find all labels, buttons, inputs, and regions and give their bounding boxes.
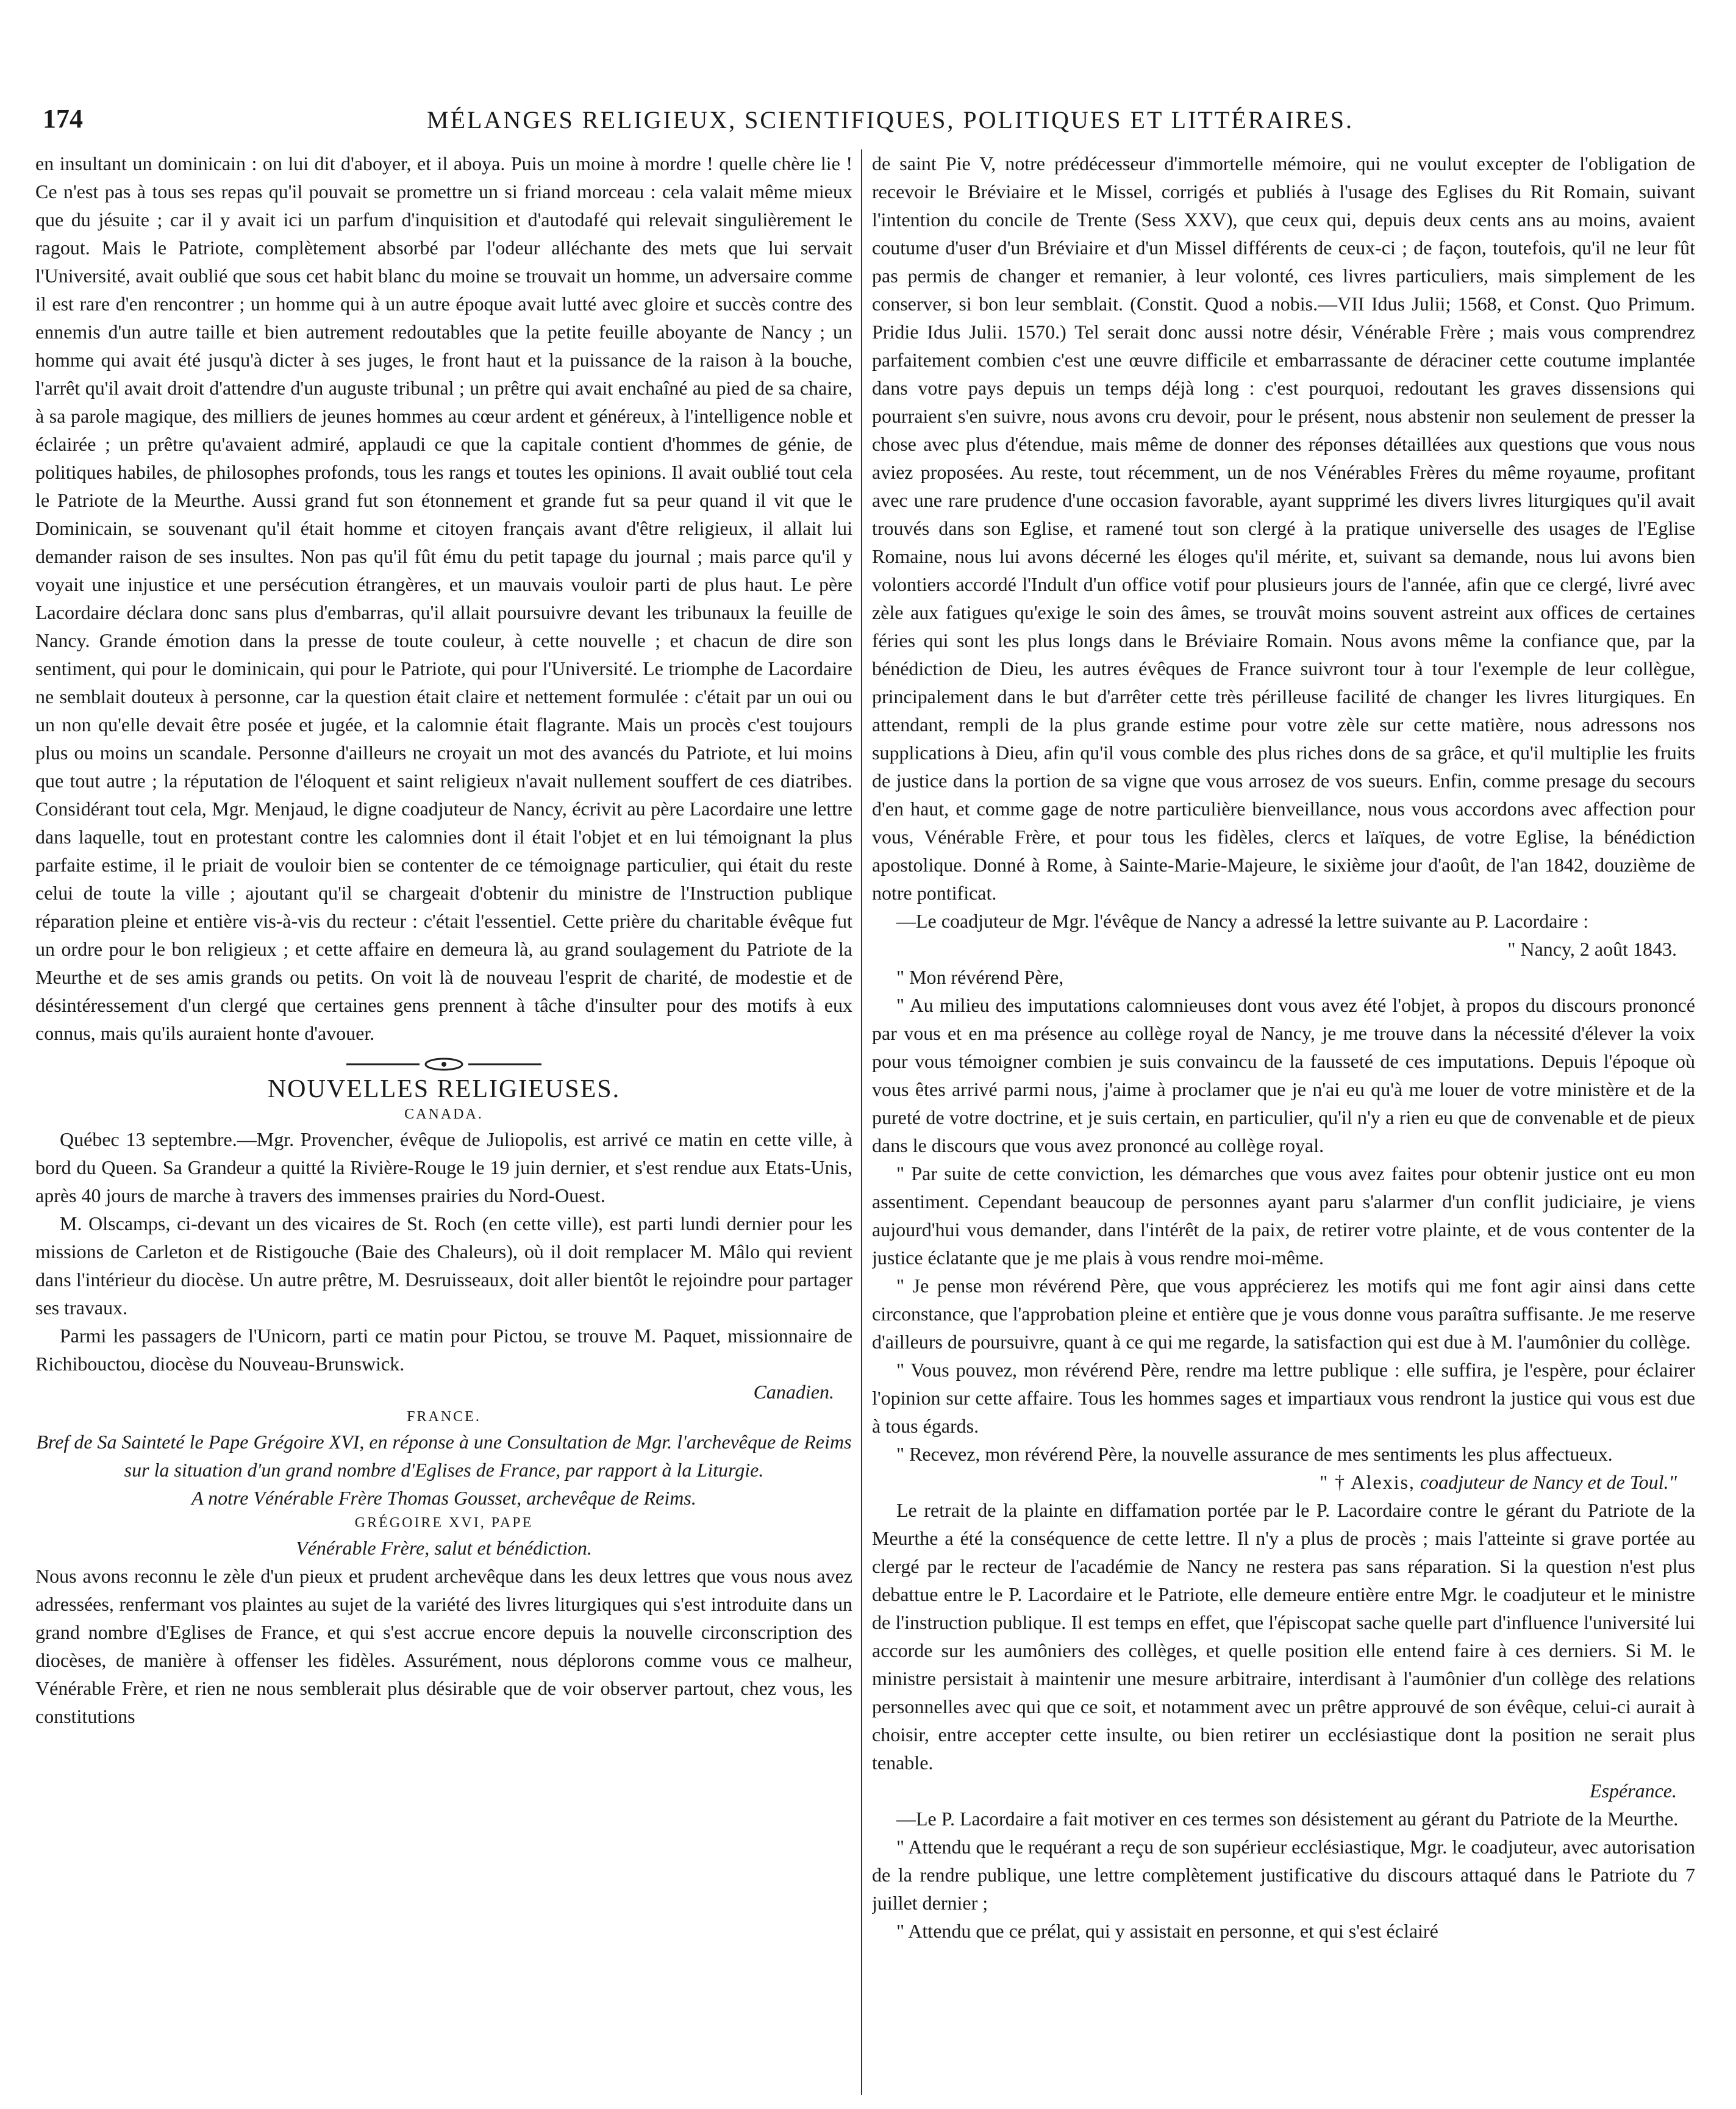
letter-paragraph: " Au milieu des imputations calomnieuses dont vous avez été l'objet, à propos du discours prononcé par vous et en ma présence au collège royal de Nancy, je me trouve dans la nécessité d'élever la voix pour vous témoigner combien je suis convaincu de la fausseté de ces imputations. Depuis l'époque où vous êtes arrivé parmi nous, j'aime à proclamer que je n'ai eu qu'à me louer de votre ministère et de la pureté de votre doctrine, et je suis certain, en particulier, qu'il n'y a rien eu que de convenable et de pieux dans le discours que vous avez prononcé au collège royal.	[872, 994, 1695, 1156]
ornament-divider	[35, 1057, 852, 1072]
bref-title: Bref de Sa Sainteté le Pape Grégoire XVI, en réponse à une Consultation de Mgr. l'archevêque de Reims sur la situation d'un grand nombre d'Eglises de France, par rapport à la Liturgie.	[36, 1431, 852, 1481]
column-divider	[861, 149, 862, 2095]
signature-title: coadjuteur de Nancy et de Toul."	[1420, 1471, 1677, 1493]
right-column	[872, 149, 1695, 2095]
attendu-paragraph: " Attendu que le requérant a reçu de son supérieur ecclésiastique, Mgr. le coadjuteur, avec autorisation de la rendre publique, une lettre complètement justificative du discours attaqué dans le Patriote du 7 juillet dernier ;	[872, 1836, 1695, 1914]
letter-paragraph: " Recevez, mon révérend Père, la nouvelle assurance de mes sentiments les plus affectueux.	[896, 1443, 1613, 1465]
coadjuteur-intro: —Le coadjuteur de Mgr. l'évêque de Nancy a adressé la lettre suivante au P. Lacordaire :	[896, 910, 1589, 932]
france-heading: FRANCE.	[407, 1409, 481, 1425]
bref-continuation: de saint Pie V, notre prédécesseur d'immortelle mémoire, qui ne voulut excepter de l'obligation de recevoir le Bréviaire et le Missel, corrigés et publiés à l'usage des Eglises du Rit Romain, suivant l'intention du concile de Trente (Sess XXV), que ceux qui, depuis deux cents ans au moins, avaient coutume d'user d'un Bréviaire et d'un Missel différents de ceux-ci ; de façon, toutefois, qu'il ne leur fût pas permis de changer et remanier, à leur volonté, ces livres particuliers, mais simplement de les conserver, si bon leur semblait. (Constit. Quod a nobis.—VII Idus Julii; 1568, et Const. Quo Primum. Pridie Idus Julii. 1570.) Tel serait donc aussi notre désir, Vénérable Frère ; mais vous comprendrez parfaitement combien c'est une œuvre difficile et embarrassante de déraciner cette coutume implantée dans votre pays depuis un temps déjà long : c'est pourquoi, redoutant les graves dissensions qui pourraient s'en suivre, nous avons cru devoir, pour le présent, nous abstenir non seulement de presser la chose avec plus d'étendue, mais même de donner des réponses détaillées aux questions que vous nous aviez proposées. Au reste, tout récemment, un de nos Vénérables Frères du même royaume, profitant avec une rare prudence d'une occasion favorable, ayant supprimé les divers livres liturgiques qu'il avait trouvés dans son Eglise, et ramené tout son clergé à la pratique universelle des usages de l'Eglise Romaine, nous lui avons décerné les éloges qu'il mérite, et, suivant sa demande, nous lui avons bien volontiers accordé l'Indult d'un office votif pour plusieurs jours de l'année, afin que ce clergé, livré avec zèle aux fatigues qu'exige le soin des âmes, se trouvât moins souvent astreint aux offices de certaines féries qui sont les plus longs dans le Bréviaire Romain. Nous avons même la confiance que, par la bénédiction de Dieu, les autres évêques de France suivront tour à tour l'exemple de leur collègue, principalement dans le but d'arrêter cette très périlleuse facilité de changer les livres liturgiques. En attendant, rempli de la plus grande estime pour votre zèle sur cette matière, nous adressons nos supplications à Dieu, afin qu'il vous comble des plus riches dons de sa grâce, et qu'il multiplie les fruits de justice dans la portion de sa vigne que vous arrosez de vos sueurs. Enfin, comme presage du secours d'en haut, et comme gage de notre particulière bienveillance, nous vous accordons avec affection pour vous, Vénérable Frère, et pour tous les fidèles, clercs et laïques, de votre Eglise, la bénédiction apostolique. Donné à Rome, à Sainte-Marie-Majeure, le sixième jour d'août, de l'an 1842, douzième de notre pontificat.	[872, 152, 1695, 904]
running-head	[43, 91, 1689, 134]
unicorn-news: Parmi les passagers de l'Unicorn, parti ce matin pour Pictou, se trouve M. Paquet, missionnaire de Richibouctou, diocèse du Nouveau-Brunswick.	[35, 1325, 852, 1375]
olscamps-news: M. Olscamps, ci-devant un des vicaires de St. Roch (en cette ville), est parti lundi dernier pour les missions de Carleton et de Ristigouche (Baie des Chaleurs), où il doit remplacer M. Mâlo qui revient dans l'intérieur du diocèse. Un autre prêtre, M. Desruisseaux, doit aller bientôt le rejoindre pour partager ses travaux.	[35, 1212, 852, 1319]
source-esperance: Espérance.	[1589, 1780, 1677, 1802]
letter-paragraph: " Je pense mon révérend Père, que vous apprécierez les motifs qui me font agir ainsi dans cette circonstance, que l'approbation pleine et entière que je vous donne vous paraîtra suffisante. Je me reserve d'ailleurs de poursuivre, quant à ce qui me regarde, la satisfaction qui est due à M. l'aumônier du collège.	[872, 1275, 1695, 1353]
letter-signature	[872, 1468, 1695, 1496]
pope-heading: GRÉGOIRE XVI, PAPE	[354, 1515, 534, 1531]
letter-paragraph: " Vous pouvez, mon révérend Père, rendre ma lettre publique : elle suffira, je l'espère, pour éclairer l'opinion sur cette affaire. Tous les hommes sages et impartiaux vous rendront la justice qui vous est due à tous égards.	[872, 1359, 1695, 1437]
attendu-paragraph: " Attendu que ce prélat, qui y assistait en personne, et qui s'est éclairé	[896, 1920, 1438, 1942]
desistement-intro: —Le P. Lacordaire a fait motiver en ces termes son désistement au gérant du Patriote de la Meurthe.	[896, 1808, 1679, 1830]
letter-salutation: " Mon révérend Père,	[896, 966, 1064, 988]
running-title: MÉLANGES RELIGIEUX, SCIENTIFIQUES, POLITIQUES ET LITTÉRAIRES.	[427, 106, 1354, 134]
canada-heading: CANADA.	[404, 1106, 484, 1122]
bref-address: A notre Vénérable Frère Thomas Gousset, archevêque de Reims.	[191, 1487, 696, 1509]
page-number: 174	[43, 104, 83, 134]
letter-dateline: " Nancy, 2 août 1843.	[1507, 938, 1677, 960]
retrait-paragraph: Le retrait de la plainte en diffamation portée par le P. Lacordaire contre le gérant du Patriote de la Meurthe a été la conséquence de cette lettre. Il n'y a plus de procès ; mais l'atteinte si grave portée au clergé par le recteur de l'académie de Nancy ne restera pas sans réparation. Si la question n'est plus debattue entre le P. Lacordaire et le Patriote, elle demeure entière entre Mgr. le coadjuteur et le ministre de l'instruction publique. Il est temps en effet, que l'épiscopat sache quelle part d'influence l'université lui accorde sur les aumôniers des collèges, et quelle position elle entend faire à ces derniers. Si M. le ministre persistait à maintenir une mesure arbitraire, interdisant à l'aumônier d'un collège des relations personnelles avec qui que ce soit, et notamment avec un prêtre approuvé de son évêque, celui-ci aurait à choisir, entre accepter cette insulte, ou bien retirer un ecclésiastique dont la position ne serait plus tenable.	[872, 1499, 1695, 1774]
quebec-news: Québec 13 septembre.—Mgr. Provencher, évêque de Juliopolis, est arrivé ce matin en cette ville, à bord du Queen. Sa Grandeur a quitté la Rivière-Rouge le 19 juin dernier, et s'est rendue aux Etats-Unis, après 40 jours de marche à travers des immenses prairies du Nord-Ouest.	[35, 1128, 852, 1206]
lacordaire-article-paragraph: en insultant un dominicain : on lui dit d'aboyer, et il aboya. Puis un moine à mordre ! quelle chère lie ! Ce n'est pas à tous ses repas qu'il pouvait se promettre un si friand morceau : cela valait même mieux que du jésuite ; car il y avait ici un parfum d'inquisition et d'autodafé qui relevait singulièrement le ragout. Mais le Patriote, complètement absorbé par l'odeur alléchante des mets que lui servait l'Université, avait oublié que sous cet habit blanc du moine se trouvait un homme, un adversaire comme il est rare d'en rencontrer ; un homme qui à un autre époque avait lutté avec gloire et succès contre des ennemis d'un autre taille et bien autrement redoutables que la petite feuille aboyante de Nancy ; un homme qui avait été jusqu'à dicter à ses juges, le front haut et la puissance de la raison à la bouche, l'arrêt qu'il avait droit d'attendre d'un auguste tribunal ; un prêtre qui avait enchaîné au pied de sa chaire, à sa parole magique, des milliers de jeunes hommes au cœur ardent et généreux, à l'intelligence noble et éclairée ; un prêtre qu'avaient admiré, applaudi ce que la capitale contient d'hommes de génie, de politiques habiles, de philosophes profonds, tous les rangs et toutes les opinions. Il avait oublié tout cela le Patriote de la Meurthe. Aussi grand fut son étonnement et grande fut sa peur quand il vit que le Dominicain, se souvenant qu'il était homme et citoyen français avant d'être religieux, il allait lui demander raison de ses insultes. Non pas qu'il fût ému du petit tapage du journal ; mais parce qu'il y voyait une injustice et une persécution étrangères, et un mauvais vouloir parti de plus haut. Le père Lacordaire déclara donc sans plus d'embarras, qu'il allait poursuivre devant les tribunaux la feuille de Nancy. Grande émotion dans la presse de toute couleur, à cette nouvelle ; et chacun de dire son sentiment, qui pour le dominicain, qui pour le Patriote, qui pour l'Université. Le triomphe de Lacordaire ne semblait douteux à personne, car la question était claire et nettement formulée : c'était par un oui ou un non qu'elle devait être posée et jugée, et la calomnie était flagrante. Mais un procès c'est toujours plus ou moins un scandale. Personne d'ailleurs ne croyait un mot des avancés du Patriote, et lui moins que tout autre ; la réputation de l'éloquent et saint religieux n'avait nullement souffert de ces diatribes. Considérant tout cela, Mgr. Menjaud, le digne coadjuteur de Nancy, écrivit au père Lacordaire une lettre dans laquelle, tout en protestant contre les calomnies dont il était l'objet et en lui témoignant la plus parfaite estime, il le priait de vouloir bien se contenter de ce témoignage particulier, qui était du reste celui de toute la ville ; ajoutant qu'il se chargeait d'obtenir du ministre de l'Instruction publique réparation pleine et entière vis-à-vis du recteur : c'était l'essentiel. Cette prière du charitable évêque fut un ordre pour le bon religieux ; et cette affaire en demeura là, au grand soulagement du Patriote de la Meurthe et de ses amis grands ou petits. On voit là de nouveau l'esprit de charité, de modestie et de désintéressement d'un clergé que certaines gens prennent à tâche d'insulter pour des motifs à eux connus, mais qu'ils auraient honte d'avouer.	[35, 152, 852, 1044]
bref-greeting: Vénérable Frère, salut et bénédiction.	[296, 1537, 592, 1559]
section-title: NOUVELLES RELIGIEUSES.	[267, 1075, 621, 1103]
letter-paragraph: " Par suite de cette conviction, les démarches que vous avez faites pour obtenir justice ont eu mon assentiment. Cependant beaucoup de personnes ayant paru s'alarmer d'un conflit judiciaire, je viens aujourd'hui vous demander, dans l'intérêt de la paix, de retirer votre plainte, et de vous contenter de la justice éclatante que je me plais à vous rendre moi-même.	[872, 1162, 1695, 1269]
source-canadien: Canadien.	[753, 1381, 834, 1403]
signature-name: " † Alexis,	[1320, 1471, 1415, 1493]
bref-body: Nous avons reconnu le zèle d'un pieux et prudent archevêque dans les deux lettres que vous nous avez adressées, renfermant vos plaintes au sujet de la variété des livres liturgiques qui s'est introduite dans un grand nombre d'Eglises de France, et qui s'est accrue encore depuis la nouvelle circonscription des diocèses, de manière à offenser les fidèles. Assurément, nous déplorons comme vous ce malheur, Vénérable Frère, et rien ne nous semblerait plus désirable que de voir observer partout, chez vous, les constitutions	[35, 1565, 852, 1727]
left-column	[35, 149, 852, 2095]
